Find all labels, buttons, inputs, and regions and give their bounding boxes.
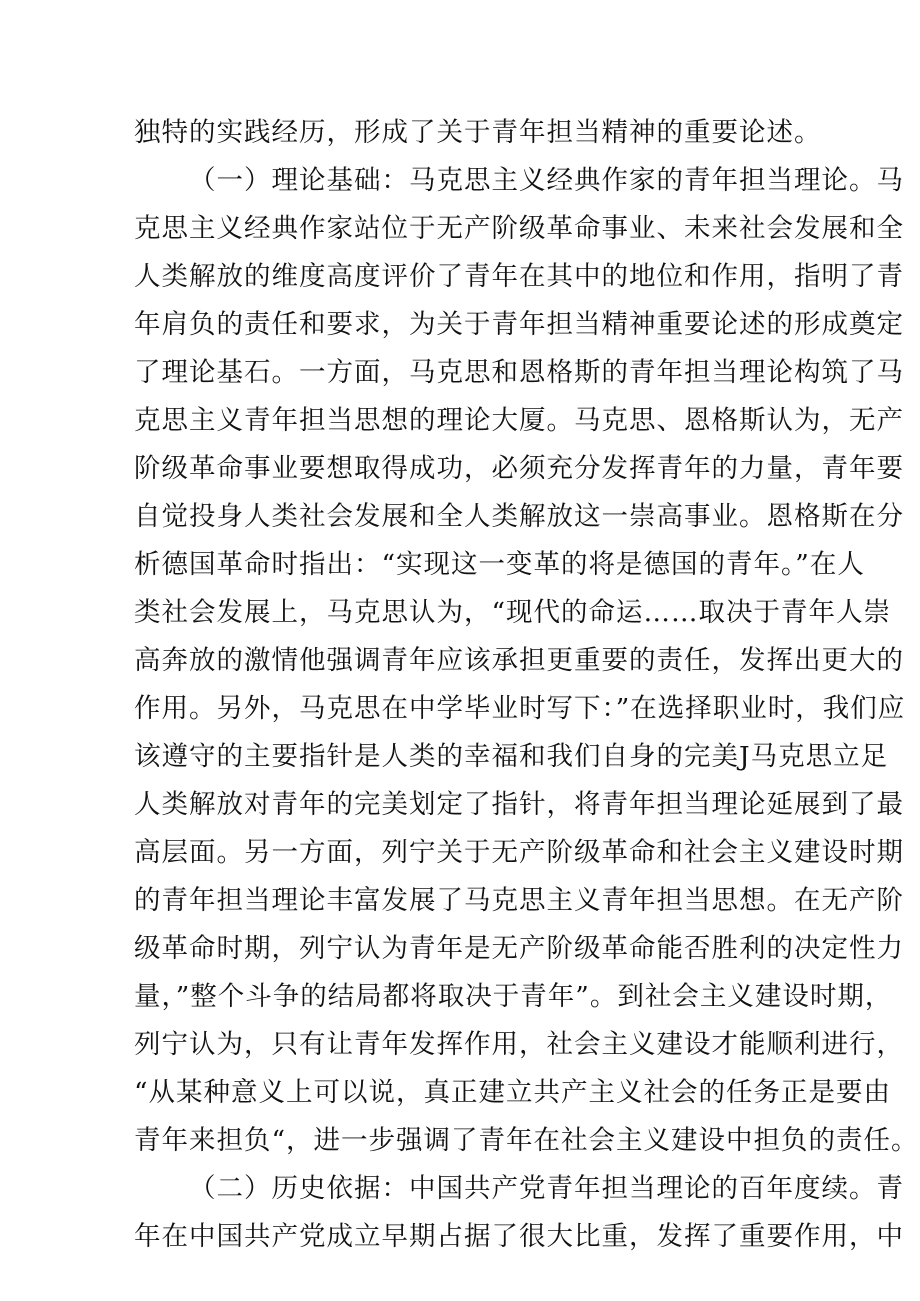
text-line: 了理论基石。一方面，马克思和恩格斯的青年担当理论构筑了马 bbox=[134, 357, 904, 388]
text-line: 类社会发展上，马克思认为，“现代的命运……取决于青年人崇 bbox=[134, 597, 892, 628]
text-line: 高层面。另一方面，列宁关于无产阶级革命和社会主义建设时期 bbox=[134, 837, 904, 868]
text-line: 高奔放的激情他强调青年应该承担更重要的责任，发挥出更大的 bbox=[134, 645, 904, 676]
text-line: 年在中国共产党成立早期占据了很大比重，发挥了重要作用，中 bbox=[134, 1221, 904, 1252]
text-line: 阶级革命事业要想取得成功，必须充分发挥青年的力量，青年要 bbox=[134, 453, 904, 484]
text-line: 青年来担负“，进一步强调了青年在社会主义建设中担负的责任。 bbox=[134, 1125, 919, 1156]
text-line: 人类解放的维度高度评价了青年在其中的地位和作用，指明了青 bbox=[134, 261, 904, 292]
text-line: 的青年担当理论丰富发展了马克思主义青年担当思想。在无产阶 bbox=[134, 885, 904, 916]
text-line: 年肩负的责任和要求，为关于青年担当精神重要论述的形成奠定 bbox=[134, 309, 904, 340]
text-line: 作用。另外，马克思在中学毕业时写下：”在选择职业时，我们应 bbox=[134, 693, 906, 724]
text-line: 人类解放对青年的完美划定了指针，将青年担当理论延展到了最 bbox=[134, 789, 904, 820]
text-line: 量，”整个斗争的结局都将取决于青年”。到社会主义建设时期， bbox=[134, 981, 893, 1012]
text-line: 该遵守的主要指针是人类的幸福和我们自身的完美J马克思立足 bbox=[134, 741, 889, 772]
text-line: 独特的实践经历，形成了关于青年担当精神的重要论述。 bbox=[134, 117, 822, 148]
text-line: 克思主义青年担当思想的理论大厦。马克思、恩格斯认为，无产 bbox=[134, 405, 904, 436]
text-line: 自觉投身人类社会发展和全人类解放这一崇高事业。恩格斯在分 bbox=[134, 501, 904, 532]
paragraph-heading-line: （一）理论基础：马克思主义经典作家的青年担当理论。马 bbox=[189, 165, 904, 196]
text-line: 级革命时期，列宁认为青年是无产阶级革命能否胜利的决定性力 bbox=[134, 933, 904, 964]
text-line: 析德国革命时指出：“实现这一变革的将是德国的青年。”在人 bbox=[134, 549, 865, 580]
text-line: “从某种意义上可以说，真正建立共产主义社会的任务正是要由 bbox=[134, 1077, 892, 1108]
text-line: 克思主义经典作家站位于无产阶级革命事业、未来社会发展和全 bbox=[134, 213, 904, 244]
text-line: 列宁认为，只有让青年发挥作用，社会主义建设才能顺利进行， bbox=[134, 1029, 904, 1060]
paragraph-heading-line: （二）历史依据：中国共产党青年担当理论的百年度续。青 bbox=[189, 1173, 904, 1204]
